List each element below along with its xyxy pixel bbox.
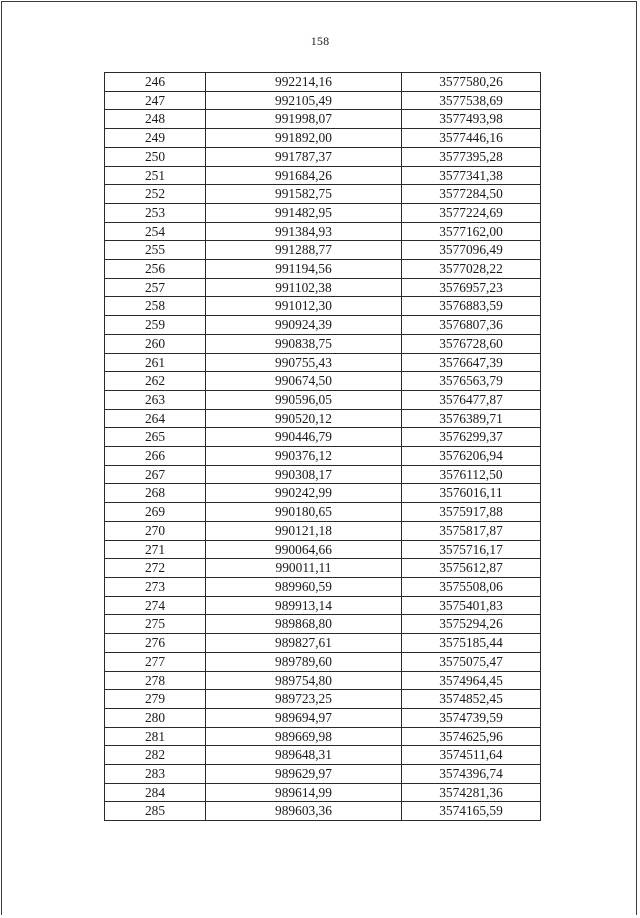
x-coordinate-cell: 989754,80 [206,671,402,690]
table-row [105,222,541,241]
coordinates-table-body [105,73,541,821]
y-coordinate-cell: 3575401,83 [402,596,541,615]
x-coordinate-cell: 989827,61 [206,634,402,653]
table-row [105,540,541,559]
y-coordinate-cell: 3576883,59 [402,297,541,316]
point-number-cell: 263 [105,390,206,409]
x-coordinate-cell: 989913,14 [206,596,402,615]
x-coordinate-cell: 989629,97 [206,765,402,784]
x-coordinate-cell: 990064,66 [206,540,402,559]
point-number-cell: 284 [105,783,206,802]
table-row [105,447,541,466]
x-coordinate-cell: 990180,65 [206,503,402,522]
table-row [105,708,541,727]
point-number-cell: 256 [105,260,206,279]
x-coordinate-cell: 990376,12 [206,447,402,466]
point-number-cell: 283 [105,765,206,784]
point-number-cell: 253 [105,203,206,222]
y-coordinate-cell: 3575294,26 [402,615,541,634]
y-coordinate-cell: 3576389,71 [402,409,541,428]
table-row [105,203,541,222]
y-coordinate-cell: 3574281,36 [402,783,541,802]
x-coordinate-cell: 992214,16 [206,73,402,92]
table-row [105,783,541,802]
table-row [105,765,541,784]
point-number-cell: 250 [105,147,206,166]
y-coordinate-cell: 3575075,47 [402,652,541,671]
x-coordinate-cell: 991998,07 [206,110,402,129]
table-row [105,652,541,671]
y-coordinate-cell: 3577395,28 [402,147,541,166]
x-coordinate-cell: 991892,00 [206,129,402,148]
point-number-cell: 281 [105,727,206,746]
y-coordinate-cell: 3576957,23 [402,278,541,297]
table-row [105,409,541,428]
y-coordinate-cell: 3575917,88 [402,503,541,522]
table-row [105,390,541,409]
point-number-cell: 268 [105,484,206,503]
y-coordinate-cell: 3577284,50 [402,185,541,204]
x-coordinate-cell: 990011,11 [206,559,402,578]
x-coordinate-cell: 989614,99 [206,783,402,802]
x-coordinate-cell: 989723,25 [206,690,402,709]
table-row [105,746,541,765]
table-row [105,129,541,148]
point-number-cell: 278 [105,671,206,690]
table-row [105,484,541,503]
x-coordinate-cell: 991102,38 [206,278,402,297]
table-row [105,353,541,372]
point-number-cell: 273 [105,577,206,596]
point-number-cell: 280 [105,708,206,727]
table-row [105,596,541,615]
table-row [105,615,541,634]
point-number-cell: 275 [105,615,206,634]
y-coordinate-cell: 3577493,98 [402,110,541,129]
x-coordinate-cell: 990121,18 [206,521,402,540]
x-coordinate-cell: 989789,60 [206,652,402,671]
y-coordinate-cell: 3574511,64 [402,746,541,765]
y-coordinate-cell: 3575817,87 [402,521,541,540]
point-number-cell: 277 [105,652,206,671]
point-number-cell: 265 [105,428,206,447]
table-row [105,241,541,260]
x-coordinate-cell: 990308,17 [206,465,402,484]
point-number-cell: 266 [105,447,206,466]
x-coordinate-cell: 990674,50 [206,372,402,391]
y-coordinate-cell: 3577538,69 [402,91,541,110]
point-number-cell: 282 [105,746,206,765]
x-coordinate-cell: 990755,43 [206,353,402,372]
table-row [105,521,541,540]
y-coordinate-cell: 3576016,11 [402,484,541,503]
table-row [105,465,541,484]
y-coordinate-cell: 3577341,38 [402,166,541,185]
point-number-cell: 262 [105,372,206,391]
x-coordinate-cell: 990446,79 [206,428,402,447]
y-coordinate-cell: 3577580,26 [402,73,541,92]
point-number-cell: 264 [105,409,206,428]
y-coordinate-cell: 3575612,87 [402,559,541,578]
table-row [105,185,541,204]
y-coordinate-cell: 3576299,37 [402,428,541,447]
table-row [105,634,541,653]
table-row [105,334,541,353]
x-coordinate-cell: 991012,30 [206,297,402,316]
x-coordinate-cell: 991288,77 [206,241,402,260]
x-coordinate-cell: 989603,36 [206,802,402,821]
table-row [105,91,541,110]
table-row [105,110,541,129]
x-coordinate-cell: 991582,75 [206,185,402,204]
table-row [105,297,541,316]
y-coordinate-cell: 3577096,49 [402,241,541,260]
y-coordinate-cell: 3576477,87 [402,390,541,409]
point-number-cell: 276 [105,634,206,653]
table-row [105,260,541,279]
page-number: 158 [310,34,330,48]
y-coordinate-cell: 3574625,96 [402,727,541,746]
x-coordinate-cell: 989960,59 [206,577,402,596]
y-coordinate-cell: 3577446,16 [402,129,541,148]
point-number-cell: 247 [105,91,206,110]
point-number-cell: 270 [105,521,206,540]
point-number-cell: 258 [105,297,206,316]
table-row [105,559,541,578]
x-coordinate-cell: 989694,97 [206,708,402,727]
point-number-cell: 272 [105,559,206,578]
x-coordinate-cell: 990924,39 [206,316,402,335]
y-coordinate-cell: 3577028,22 [402,260,541,279]
x-coordinate-cell: 991787,37 [206,147,402,166]
table-row [105,690,541,709]
x-coordinate-cell: 991684,26 [206,166,402,185]
point-number-cell: 261 [105,353,206,372]
point-number-cell: 254 [105,222,206,241]
x-coordinate-cell: 990242,99 [206,484,402,503]
y-coordinate-cell: 3574396,74 [402,765,541,784]
x-coordinate-cell: 992105,49 [206,91,402,110]
x-coordinate-cell: 990596,05 [206,390,402,409]
point-number-cell: 251 [105,166,206,185]
y-coordinate-cell: 3574964,45 [402,671,541,690]
table-row [105,802,541,821]
y-coordinate-cell: 3576807,36 [402,316,541,335]
table-row [105,278,541,297]
y-coordinate-cell: 3576112,50 [402,465,541,484]
point-number-cell: 249 [105,129,206,148]
table-row [105,372,541,391]
table-row [105,147,541,166]
y-coordinate-cell: 3576206,94 [402,447,541,466]
y-coordinate-cell: 3575508,06 [402,577,541,596]
point-number-cell: 259 [105,316,206,335]
y-coordinate-cell: 3575185,44 [402,634,541,653]
table-row [105,503,541,522]
point-number-cell: 248 [105,110,206,129]
x-coordinate-cell: 989648,31 [206,746,402,765]
point-number-cell: 260 [105,334,206,353]
y-coordinate-cell: 3577224,69 [402,203,541,222]
y-coordinate-cell: 3575716,17 [402,540,541,559]
point-number-cell: 269 [105,503,206,522]
table-row [105,727,541,746]
point-number-cell: 271 [105,540,206,559]
x-coordinate-cell: 989669,98 [206,727,402,746]
y-coordinate-cell: 3576563,79 [402,372,541,391]
y-coordinate-cell: 3574165,59 [402,802,541,821]
table-row [105,577,541,596]
y-coordinate-cell: 3576647,39 [402,353,541,372]
x-coordinate-cell: 990838,75 [206,334,402,353]
point-number-cell: 274 [105,596,206,615]
y-coordinate-cell: 3576728,60 [402,334,541,353]
x-coordinate-cell: 991194,56 [206,260,402,279]
x-coordinate-cell: 989868,80 [206,615,402,634]
x-coordinate-cell: 991482,95 [206,203,402,222]
x-coordinate-cell: 990520,12 [206,409,402,428]
point-number-cell: 285 [105,802,206,821]
point-number-cell: 257 [105,278,206,297]
point-number-cell: 255 [105,241,206,260]
table-row [105,671,541,690]
y-coordinate-cell: 3577162,00 [402,222,541,241]
point-number-cell: 267 [105,465,206,484]
table-row [105,166,541,185]
point-number-cell: 246 [105,73,206,92]
table-row [105,73,541,92]
x-coordinate-cell: 991384,93 [206,222,402,241]
y-coordinate-cell: 3574739,59 [402,708,541,727]
point-number-cell: 279 [105,690,206,709]
y-coordinate-cell: 3574852,45 [402,690,541,709]
point-number-cell: 252 [105,185,206,204]
table-row [105,316,541,335]
table-row [105,428,541,447]
coordinates-table [104,72,541,821]
